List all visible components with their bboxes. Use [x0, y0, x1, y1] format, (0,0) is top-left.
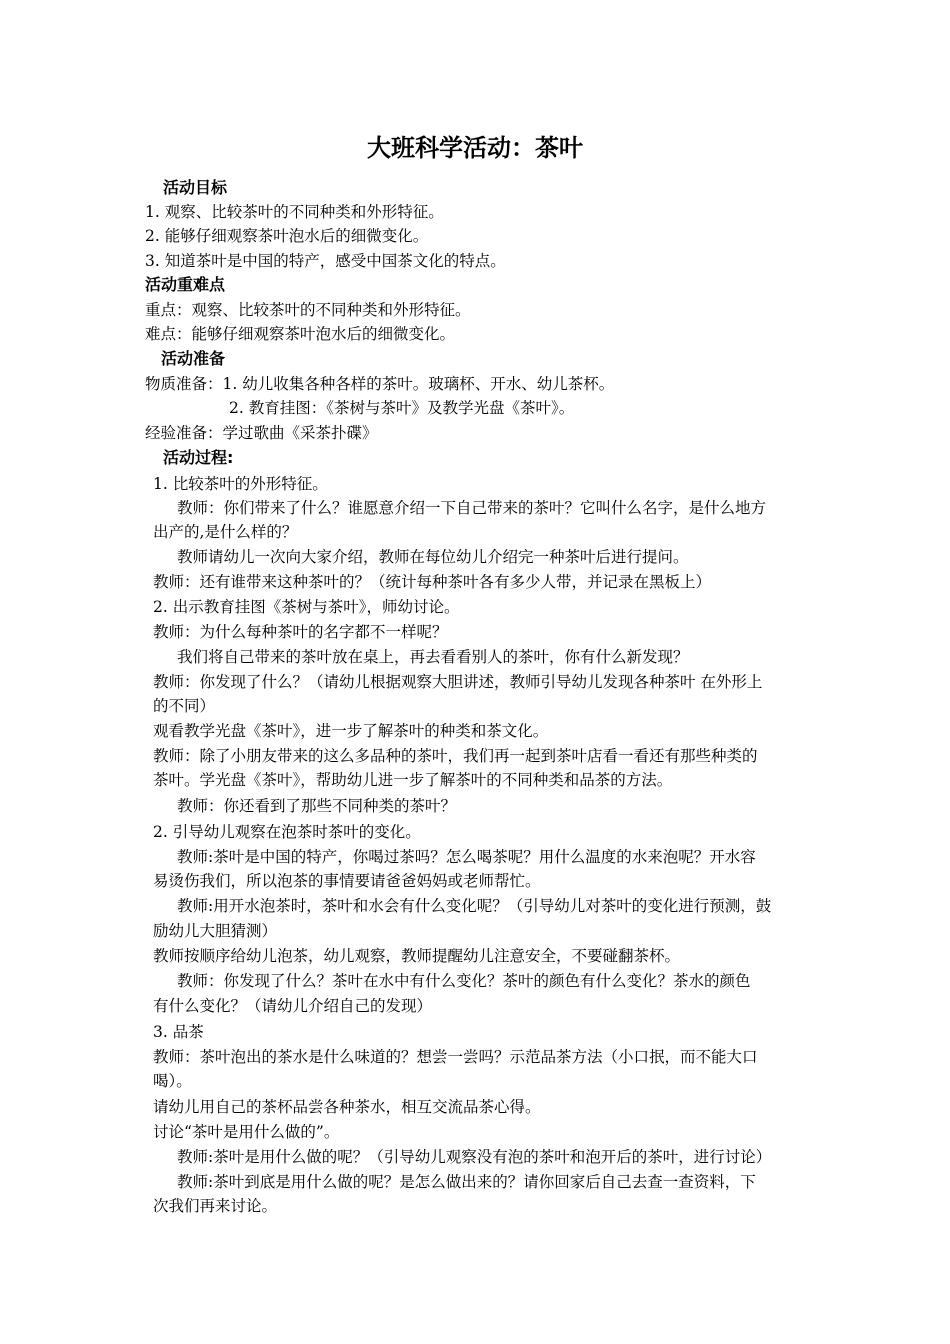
text-line: 出产的,是什么样的？	[153, 523, 298, 541]
text-line: 的不同）	[153, 697, 216, 715]
text-line: 教师：你发现了什么？（请幼儿根据观察大胆讲述，教师引导幼儿发现各种茶叶 在外形上	[153, 673, 763, 691]
text-line: 次我们再来讨论。	[153, 1197, 278, 1215]
text-line: 易烫伤我们，所以泡茶的事情要请爸爸妈妈或老师帮忙。	[153, 872, 541, 890]
text-line: 教师:茶叶是用什么做的呢？（引导幼儿观察没有泡的茶叶和泡开后的茶叶，进行讨论）	[177, 1148, 772, 1166]
text-line: 观看教学光盘《茶叶》，进一步了解茶叶的种类和茶文化。	[153, 722, 549, 740]
text-line: 讨论“茶叶是用什么做的”。	[153, 1123, 340, 1141]
text-line: 难点：能够仔细观察茶叶泡水后的细微变化。	[145, 325, 456, 343]
text-line: 重点：观察、比较茶叶的不同种类和外形特征。	[145, 301, 471, 319]
heading-goals: 活动目标	[163, 178, 228, 197]
text-line: 教师:用开水泡茶时，茶叶和水会有什么变化呢？（引导幼儿对茶叶的变化进行预测，鼓	[177, 897, 772, 915]
text-line: 教师：为什么每种茶叶的名字都不一样呢？	[153, 623, 448, 641]
text-line: 教师：你还看到了那些不同种类的茶叶？	[177, 797, 457, 815]
text-line: 2. 出示教育挂图《茶树与茶叶》，师幼讨论。	[153, 598, 460, 616]
text-line: 2. 能够仔细观察茶叶泡水后的细微变化。	[145, 227, 429, 245]
text-line: 茶叶。学光盘《茶叶》，帮助幼儿进一步了解茶叶的不同种类和品茶的方法。	[153, 771, 673, 789]
text-line: 教师：还有谁带来这种茶叶的？（统计每种茶叶各有多少人带，并记录在黑板上）	[153, 573, 712, 591]
text-line: 1. 比较茶叶的外形特征。	[153, 475, 328, 493]
text-line: 请幼儿用自己的茶杯品尝各种茶水，相互交流品茶心得。	[153, 1098, 541, 1116]
text-line: 2. 教育挂图：《茶树与茶叶》及教学光盘《茶叶》。	[229, 399, 575, 417]
text-line: 教师按顺序给幼儿泡茶，幼儿观察，教师提醒幼儿注意安全，不要碰翻茶杯。	[153, 947, 681, 965]
text-line: 我们将自己带来的茶叶放在桌上，再去看看别人的茶叶，你有什么新发现？	[177, 648, 689, 666]
text-line: 教师:茶叶到底是用什么做的呢？是怎么做出来的？请你回家后自己去查一查资料，下	[177, 1173, 756, 1191]
heading-key-points: 活动重难点	[145, 275, 226, 294]
text-line: 物质准备：1. 幼儿收集各种各样的茶叶。玻璃杯、开水、幼儿茶杯。	[145, 375, 615, 393]
text-line: 3. 品茶	[153, 1023, 204, 1041]
text-line: 教师：茶叶泡出的茶水是什么味道的？想尝一尝吗？示范品茶方法（小口抿，而不能大口	[153, 1048, 758, 1066]
heading-process: 活动过程:	[163, 448, 234, 467]
text-line: 3. 知道茶叶是中国的特产，感受中国茶文化的特点。	[145, 252, 506, 270]
text-line: 励幼儿大胆猜测）	[153, 922, 278, 940]
text-line: 2. 引导幼儿观察在泡茶时茶叶的变化。	[153, 823, 421, 841]
text-line: 有什么变化？（请幼儿介绍自己的发现）	[153, 997, 433, 1015]
text-line: 教师：你们带来了什么？谁愿意介绍一下自己带来的茶叶？它叫什么名字，是什么地方	[177, 499, 767, 517]
text-line: 教师：除了小朋友带来的这么多品种的茶叶，我们再一起到茶叶店看一看还有那些种类的	[153, 747, 758, 765]
text-line: 经验准备：学过歌曲《采茶扑碟》	[145, 424, 378, 442]
text-line: 喝）。	[153, 1072, 192, 1090]
document-title: 大班科学活动：茶叶	[367, 134, 583, 162]
text-line: 教师请幼儿一次向大家介绍，教师在每位幼儿介绍完一种茶叶后进行提问。	[177, 548, 689, 566]
text-line: 教师:茶叶是中国的特产，你喝过茶吗？怎么喝茶呢？用什么温度的水来泡呢？开水容	[177, 848, 756, 866]
text-line: 教师：你发现了什么？茶叶在水中有什么变化？茶叶的颜色有什么变化？茶水的颜色	[177, 972, 751, 990]
text-line: 1. 观察、比较茶叶的不同种类和外形特征。	[145, 203, 444, 221]
heading-preparation: 活动准备	[161, 349, 226, 368]
